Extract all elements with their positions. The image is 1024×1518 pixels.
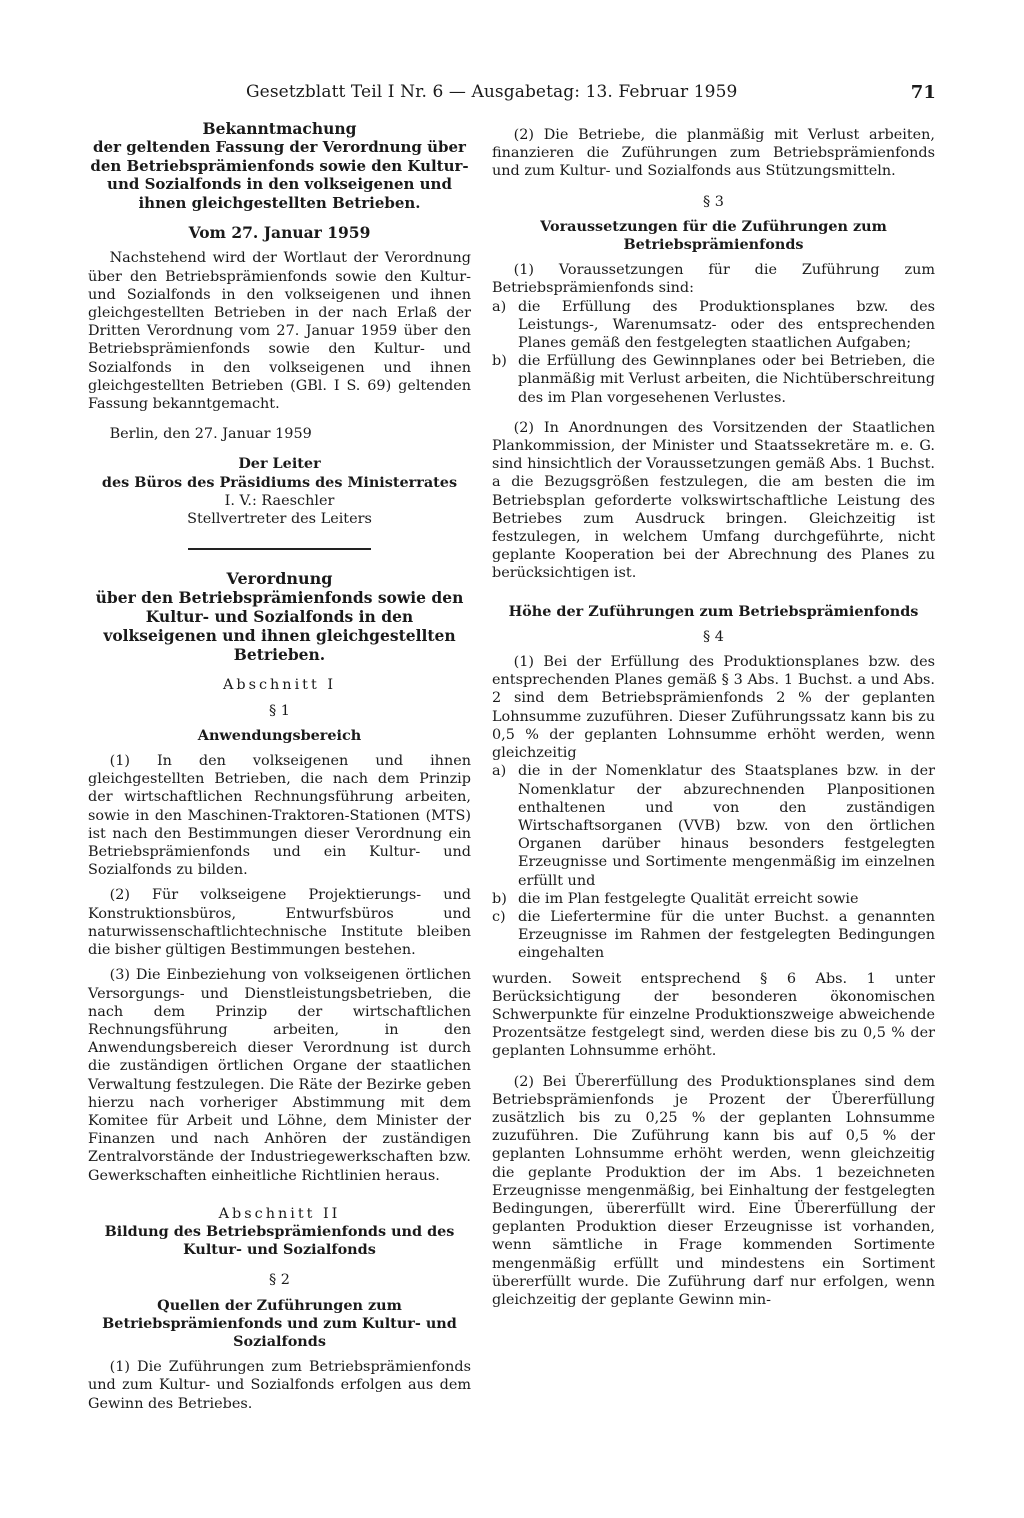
right-column: [492, 126, 935, 1309]
paragraph-number-3: § 3: [703, 193, 724, 210]
section-title-2: Bildung des Betriebsprämienfonds und des Kultur- und Sozialfonds: [104, 1222, 455, 1259]
paragraph-title-3: Voraussetzungen für die Zuführungen zum Betriebsprämienfonds: [540, 217, 887, 254]
par2-sub1: (1) Die Zuführungen zum Betriebsprämienfonds und zum Kultur- und Sozialfonds erfolgen aus dem Gewinn des Betriebes.: [88, 1359, 471, 1412]
par4-continuation: wurden. Soweit entsprechend § 6 Abs. 1 unter Berücksichtigung der besonderen ökonomischen Schwerpunkte für einzelne Produktionszweige abweichende Prozentsätze festgelegt sind, werden diese bis zu 0,5 % der geplanten Lohnsumme erhöht.: [492, 970, 935, 1060]
announcement-text: Nachstehend wird der Wortlaut der Verordnung über den Betriebsprämienfonds sowie den Kultur- und Sozialfonds in den volkseigenen und ihnen gleichgestellten Betrieben in der nach Erlaß der Dritten Verordnung vom 27. Januar 1959 über den Betriebsprämienfonds sowie den Kultur- und Sozialfonds in den volkseigenen und ihnen gleichgestellten Betrieben (GBl. I S. 69) geltenden Fassung bekanntgemacht.: [88, 250, 471, 413]
par3-list: [492, 298, 935, 407]
par4-list: [492, 762, 935, 962]
par4-sub2: (2) Bei Übererfüllung des Produktionsplanes sind dem Betriebsprämienfonds je Prozent der Übererfüllung zusätzlich bis zu 0,25 % der geplanten Lohnsumme zuzuführen. Die Zuführung kann bis auf 0,5 % der geplanten Lohnsumme erhöht werden, wenn gleichzeitig die geplante Produktion der im Abs. 1 bezeichneten Erzeugnisse mengenmäßig, bei Einhaltung der festgelegten Bedingungen, übererfüllt wird. Eine Übererfüllung der geplanten Produktion dieser Erzeugnisse ist vorhanden, wenn sämtliche in Frage kommenden Sortimente mengenmäßig erfüllt und mindestens ein Sortiment übererfüllt wurde. Die Zuführung darf nur erfolgen, wenn gleichzeitig der geplante Gewinn min-: [492, 1073, 935, 1308]
left-column: [88, 120, 471, 1413]
header-title: Gesetzblatt Teil I Nr. 6 — Ausgabetag: 13. Februar 1959: [246, 82, 738, 102]
signature-office: des Büros des Präsidiums des Ministerrates: [101, 473, 458, 491]
page-number: 71: [910, 82, 936, 103]
par3-sub1: (1) Voraussetzungen für die Zuführung zum Betriebsprämienfonds sind:: [492, 262, 935, 297]
list-item: c) die Liefertermine für die unter Buchst. a genannten Erzeugnisse im Rahmen der festgelegten Bedingungen eingehalten: [492, 908, 935, 962]
par1-sub1: (1) In den volkseigenen und ihnen gleichgestellten Betrieben, die nach dem Prinzip der wirtschaftlichen Rechnungsführung arbeiten, sowie in den Maschinen-Traktoren-Stationen (MTS) ist nach den Bestimmungen dieser Verordnung ein Betriebsprämienfonds und ein Kultur- und Sozialfonds zu bilden.: [88, 753, 471, 879]
signature-name: I. V.: Raeschler: [224, 492, 335, 509]
par1-sub2: (2) Für volkseigene Projektierungs- und Konstruktionsbüros, Entwurfsbüros und naturwissenschaftlichtechnische Institute bleiben die bisher gültigen Bestimmungen bestehen.: [88, 887, 471, 959]
par3-sub2: (2) In Anordnungen des Vorsitzenden der Staatlichen Plankommission, der Minister und Staatssekretäre m. e. G. sind hinsichtlich der Voraussetzungen gemäß Abs. 1 Buchst. a die Bezugsgrößen festzulegen, die am besten die im Betriebsplan geforderte volkswirtschaftliche Leistung des Betriebes zum Ausdruck bringen. Gleichzeitig ist festzulegen, in welchem Umfang durchgeführte, nicht geplante Kooperation bei der Abrechnung des Planes zu berücksichtigen ist.: [492, 419, 935, 582]
paragraph-title-1: Anwendungsbereich: [197, 726, 362, 744]
announcement-title: Bekanntmachung: [202, 119, 357, 138]
par4-sub1: (1) Bei der Erfüllung des Produktionsplanes bzw. des entsprechenden Planes gemäß § 3 Abs. 1 Buchst. a und Abs. 2 sind dem Betriebsprämienfonds 2 % der geplanten Lohnsumme zuzuführen. Dieser Zuführungssatz kann bis zu 0,5 % der geplanten Lohnsumme erhöht werden, wenn gleichzeitig: [492, 654, 935, 762]
ordinance-title: Verordnung: [226, 569, 333, 589]
section-heading-1: Abschnitt I: [222, 677, 336, 694]
announcement-date: Vom 27. Januar 1959: [188, 223, 371, 243]
list-item: b) die im Plan festgelegte Qualität erreicht sowie: [492, 890, 859, 907]
paragraph-number-4: § 4: [703, 628, 724, 645]
amount-heading: Höhe der Zuführungen zum Betriebsprämienfonds: [508, 602, 919, 620]
paragraph-title-2: Quellen der Zuführungen zum Betriebsprämienfonds und zum Kultur- und Sozialfonds: [102, 1296, 457, 1350]
section-heading-2: Abschnitt II: [218, 1205, 341, 1222]
list-item: a) die in der Nomenklatur des Staatsplanes bzw. in der Nomenklatur der abzurechnenden Planpositionen enthaltenen und von den zuständigen Wirtschaftsorganen (VVB) bzw. von den örtlichen Organen darüber hinaus besonders festgelegten Erzeugnisse und Sortimente mengenmäßig im einzelnen erfüllt und: [492, 763, 935, 889]
par2-sub2: (2) Die Betriebe, die planmäßig mit Verlust arbeiten, finanzieren die Zuführungen zum Betriebsprämienfonds und zum Kultur- und Sozialfonds aus Stützungsmitteln.: [492, 127, 935, 180]
place-date: Berlin, den 27. Januar 1959: [109, 426, 312, 443]
list-item: b) die Erfüllung des Gewinnplanes oder bei Betrieben, die planmäßig mit Verlust arbeiten, die Nichtüberschreitung des im Plan vorgesehenen Verlustes.: [492, 353, 935, 406]
paragraph-number-2: § 2: [269, 1272, 290, 1289]
par1-sub3: (3) Die Einbeziehung von volkseigenen örtlichen Versorgungs- und Dienstleistungsbetrieben, die nach dem Prinzip der wirtschaftlichen Rechnungsführung arbeiten, in den Anwendungsbereich dieser Verordnung ist durch die zuständigen örtlichen Organe der staatlichen Verwaltung festzulegen. Die Räte der Bezirke geben hierzu nach vorheriger Abstimmung mit dem Komitee für Arbeit und Löhne, dem Minister der Finanzen und nach Anhören der zuständigen Zentralvorstände der Industriegewerkschaften bzw. Gewerkschaften einheitliche Richtlinien heraus.: [88, 967, 471, 1184]
ordinance-subtitle: über den Betriebsprämienfonds sowie den Kultur- und Sozialfonds in den volkseigenen und ihnen gleichgestellten Betrieben.: [95, 588, 464, 665]
signature-title: Stellvertreter des Leiters: [187, 511, 372, 528]
paragraph-number-1: § 1: [269, 702, 290, 719]
announcement-subtitle: der geltenden Fassung der Verordnung über den Betriebsprämienfonds sowie den Kultur- und Sozialfonds in den volkseigenen und ihnen gleichgestellten Betrieben.: [90, 138, 469, 212]
signature-role: Der Leiter: [238, 455, 321, 473]
list-item: a) die Erfüllung des Produktionsplanes bzw. des Leistungs-, Warenumsatz- oder des entsprechenden Planes gemäß den festgelegten staatlichen Aufgaben;: [492, 298, 935, 352]
